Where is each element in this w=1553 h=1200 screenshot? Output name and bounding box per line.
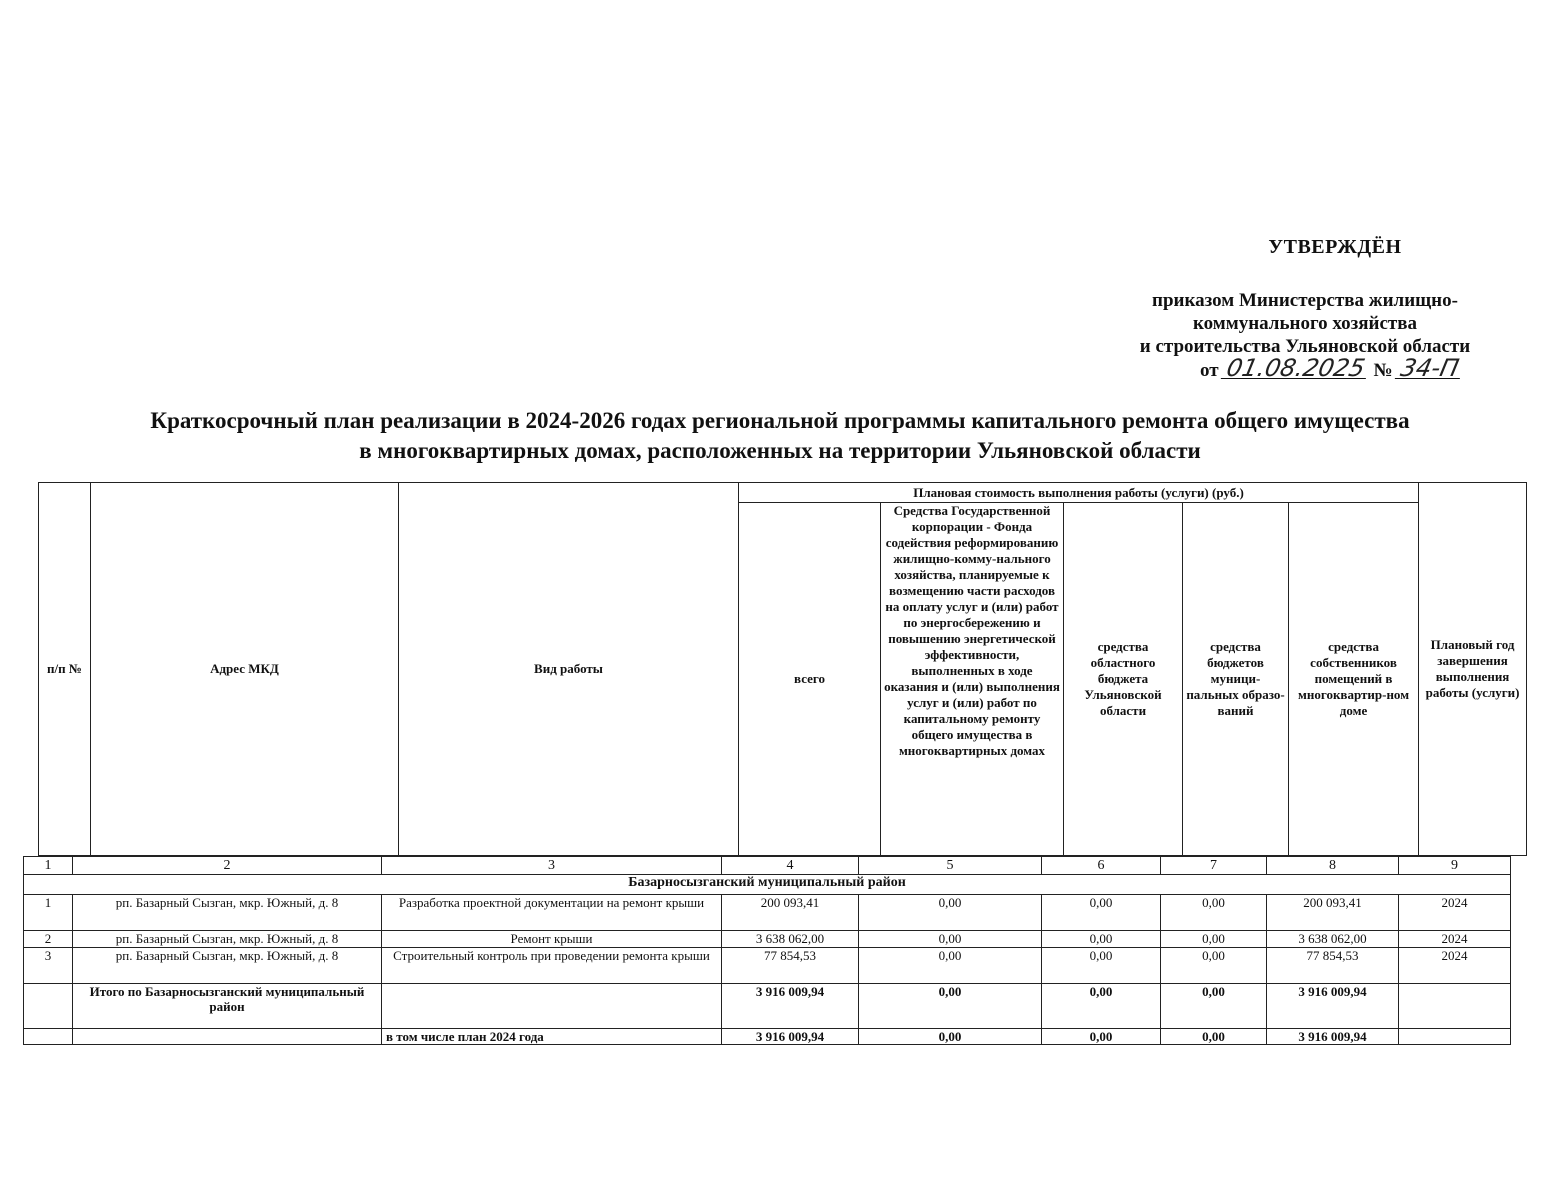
header-address: Адрес МКД bbox=[91, 483, 399, 856]
title-line-1: Краткосрочный план реализации в 2024-2026 годах региональной программы капитального ремонта общего имущества bbox=[150, 408, 1410, 433]
header-owners: средства собственников помещений в многоквартир-ном доме bbox=[1289, 503, 1419, 856]
cell-year: 2024 bbox=[1399, 931, 1511, 948]
col-number: 8 bbox=[1267, 857, 1399, 875]
col-number: 6 bbox=[1042, 857, 1161, 875]
cell-owners: 77 854,53 bbox=[1267, 948, 1399, 984]
cell-total: 200 093,41 bbox=[722, 895, 859, 931]
district-row bbox=[24, 875, 1511, 895]
cell-num: 2 bbox=[24, 931, 73, 948]
subtotal-owners: 3 916 009,94 bbox=[1267, 1029, 1399, 1045]
total-fund: 0,00 bbox=[859, 984, 1042, 1029]
cell-empty bbox=[382, 984, 722, 1029]
number-prefix: № bbox=[1373, 360, 1393, 381]
total-owners: 3 916 009,94 bbox=[1267, 984, 1399, 1029]
cell-work: Ремонт крыши bbox=[382, 931, 722, 948]
cell-num: 1 bbox=[24, 895, 73, 931]
col-number: 2 bbox=[73, 857, 382, 875]
subtotal-total: 3 916 009,94 bbox=[722, 1029, 859, 1045]
header-year: Плановый год завершения выполнения работы (услуги) bbox=[1419, 483, 1527, 856]
table-body bbox=[23, 856, 1510, 1045]
cell-work: Строительный контроль при проведении ремонта крыши bbox=[382, 948, 722, 984]
district-name: Базарносызганский муниципальный район bbox=[24, 875, 1511, 895]
cell-municipal: 0,00 bbox=[1161, 895, 1267, 931]
header-num: п/п № bbox=[39, 483, 91, 856]
cell-total: 77 854,53 bbox=[722, 948, 859, 984]
col-number: 1 bbox=[24, 857, 73, 875]
cell-empty bbox=[24, 1029, 73, 1045]
table-header bbox=[38, 482, 1526, 856]
total-total: 3 916 009,94 bbox=[722, 984, 859, 1029]
cell-work: Разработка проектной документации на ремонт крыши bbox=[382, 895, 722, 931]
document-title bbox=[40, 406, 1520, 466]
cell-address: рп. Базарный Сызган, мкр. Южный, д. 8 bbox=[73, 948, 382, 984]
cell-num: 3 bbox=[24, 948, 73, 984]
header-municipal: средства бюджетов муници-пальных образо-ваний bbox=[1183, 503, 1289, 856]
handwritten-date: 01.08.2025 bbox=[1221, 358, 1371, 379]
approval-line-3: и строительства Ульяновской области bbox=[1139, 336, 1471, 357]
cell-fund: 0,00 bbox=[859, 895, 1042, 931]
header-regional: средства областного бюджета Ульяновской области bbox=[1064, 503, 1183, 856]
cell-empty bbox=[1399, 1029, 1511, 1045]
total-label: Итого по Базарносызганский муниципальный район bbox=[73, 984, 382, 1029]
approval-line-1: приказом Министерства жилищно- bbox=[1152, 290, 1458, 311]
header-work: Вид работы bbox=[399, 483, 739, 856]
cell-address: рп. Базарный Сызган, мкр. Южный, д. 8 bbox=[73, 895, 382, 931]
cell-empty bbox=[73, 1029, 382, 1045]
total-municipal: 0,00 bbox=[1161, 984, 1267, 1029]
subtotal-fund: 0,00 bbox=[859, 1029, 1042, 1045]
column-numbers-row bbox=[24, 857, 1511, 875]
header-total: всего bbox=[739, 503, 881, 856]
cell-regional: 0,00 bbox=[1042, 948, 1161, 984]
cell-regional: 0,00 bbox=[1042, 931, 1161, 948]
cell-owners: 3 638 062,00 bbox=[1267, 931, 1399, 948]
date-prefix: от bbox=[1200, 360, 1219, 381]
cell-year: 2024 bbox=[1399, 895, 1511, 931]
col-number: 4 bbox=[722, 857, 859, 875]
header-cost-group: Плановая стоимость выполнения работы (услуги) (руб.) bbox=[739, 483, 1419, 503]
cell-regional: 0,00 bbox=[1042, 895, 1161, 931]
cell-empty bbox=[24, 984, 73, 1029]
approval-line-2: коммунального хозяйства bbox=[1192, 313, 1418, 334]
col-number: 3 bbox=[382, 857, 722, 875]
cell-year: 2024 bbox=[1399, 948, 1511, 984]
table-row bbox=[24, 895, 1511, 931]
handwritten-number: 34-П bbox=[1395, 358, 1465, 379]
col-number: 7 bbox=[1161, 857, 1267, 875]
table-row bbox=[24, 931, 1511, 948]
cell-empty bbox=[1399, 984, 1511, 1029]
table-row bbox=[24, 948, 1511, 984]
col-number: 9 bbox=[1399, 857, 1511, 875]
cell-owners: 200 093,41 bbox=[1267, 895, 1399, 931]
approval-date-line bbox=[1200, 354, 1520, 382]
approval-block bbox=[1090, 236, 1520, 382]
subtotal-row bbox=[24, 1029, 1511, 1045]
title-line-2: в многоквартирных домах, расположенных на территории Ульяновской области bbox=[359, 438, 1201, 463]
subtotal-label: в том числе план 2024 года bbox=[382, 1029, 722, 1045]
total-regional: 0,00 bbox=[1042, 984, 1161, 1029]
cell-fund: 0,00 bbox=[859, 948, 1042, 984]
header-fund: Средства Государственной корпорации - Фонда содействия реформированию жилищно-комму-нального хозяйства, планируемые к возмещению части расходов на оплату услуг и (или) работ по энергосбережению и повышению энергетической эффективности, выполненных в ходе оказания и (или) выполнения услуг и (или) работ по капитальному ремонту общего имущества в многоквартирных домах bbox=[881, 503, 1064, 856]
col-number: 5 bbox=[859, 857, 1042, 875]
subtotal-municipal: 0,00 bbox=[1161, 1029, 1267, 1045]
cell-municipal: 0,00 bbox=[1161, 931, 1267, 948]
subtotal-regional: 0,00 bbox=[1042, 1029, 1161, 1045]
cell-municipal: 0,00 bbox=[1161, 948, 1267, 984]
cell-fund: 0,00 bbox=[859, 931, 1042, 948]
cell-address: рп. Базарный Сызган, мкр. Южный, д. 8 bbox=[73, 931, 382, 948]
total-row bbox=[24, 984, 1511, 1029]
cell-total: 3 638 062,00 bbox=[722, 931, 859, 948]
approval-stamp: УТВЕРЖДЁН bbox=[1268, 236, 1402, 258]
